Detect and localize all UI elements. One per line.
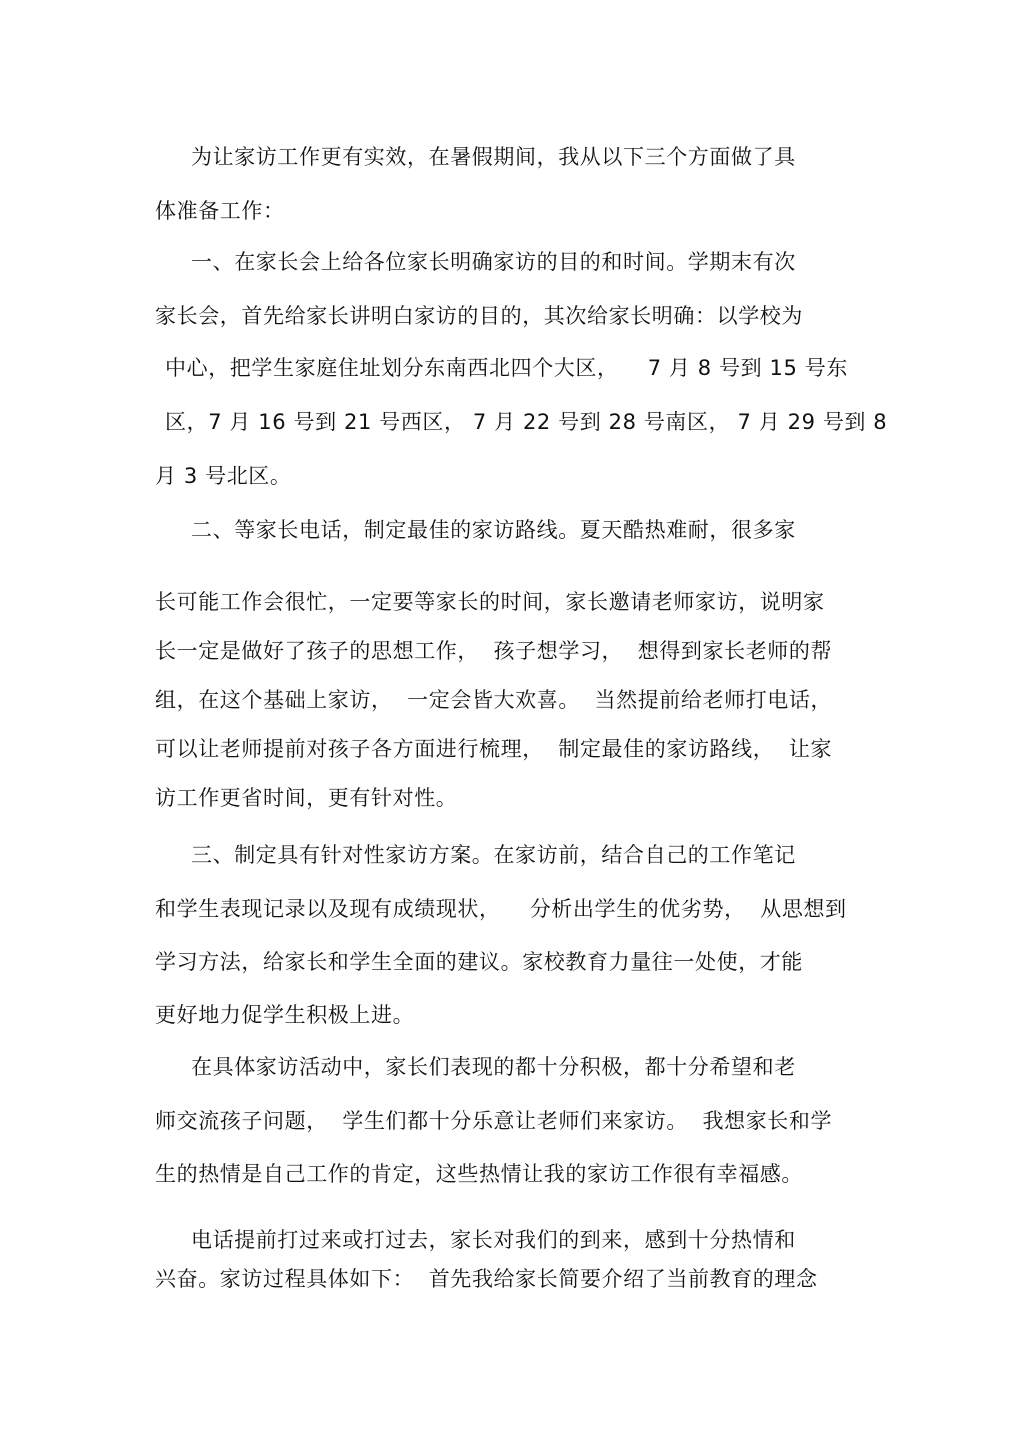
paragraph-two-line-3: 长一定是做好了孩子的思想工作， 孩子想学习， 想得到家长老师的帮 [155,639,833,663]
paragraph-two-line-4: 组，在这个基础上家访， 一定会皆大欢喜。 当然提前给老师打电话， [155,688,833,712]
paragraph-activity-line-1: 在具体家访活动中，家长们表现的都十分积极，都十分希望和老 [191,1055,796,1079]
paragraph-process-line-2: 兴奋。家访过程具体如下： 首先我给家长简要介绍了当前教育的理念 [155,1267,818,1291]
paragraph-one-line-4: 区，7 月 16 号到 21 号西区， 7 月 22 号到 28 号南区， 7 月 29 号到 8 [165,410,888,434]
paragraph-intro-line-2: 体准备工作： [155,199,285,223]
paragraph-activity-line-3: 生的热情是自己工作的肯定，这些热情让我的家访工作很有幸福感。 [155,1162,803,1186]
paragraph-one-line-2: 家长会，首先给家长讲明白家访的目的，其次给家长明确：以学校为 [155,304,803,328]
paragraph-three-line-1: 三、制定具有针对性家访方案。在家访前，结合自己的工作笔记 [191,843,796,867]
paragraph-one-line-1: 一、在家长会上给各位家长明确家访的目的和时间。学期末有次 [191,250,796,274]
paragraph-activity-line-2: 师交流孩子问题， 学生们都十分乐意让老师们来家访。 我想家长和学 [155,1109,833,1133]
paragraph-three-line-3: 学习方法，给家长和学生全面的建议。家校教育力量往一处使，才能 [155,950,803,974]
paragraph-one-line-3: 中心，把学生家庭住址划分东南西北四个大区， 7 月 8 号到 15 号东 [165,356,848,380]
paragraph-one-line-5: 月 3 号北区。 [155,464,292,488]
paragraph-two-line-6: 访工作更省时间，更有针对性。 [155,786,458,810]
paragraph-two-line-5: 可以让老师提前对孩子各方面进行梳理， 制定最佳的家访路线， 让家 [155,737,833,761]
paragraph-two-line-1: 二、等家长电话，制定最佳的家访路线。夏天酷热难耐，很多家 [191,518,796,542]
paragraph-intro-line-1: 为让家访工作更有实效，在暑假期间，我从以下三个方面做了具 [191,145,796,169]
paragraph-three-line-4: 更好地力促学生积极上进。 [155,1003,415,1027]
paragraph-process-line-1: 电话提前打过来或打过去，家长对我们的到来，感到十分热情和 [191,1228,796,1252]
paragraph-two-line-2: 长可能工作会很忙，一定要等家长的时间，家长邀请老师家访，说明家 [155,590,825,614]
paragraph-three-line-2: 和学生表现记录以及现有成绩现状， 分析出学生的优劣势， 从思想到 [155,897,847,921]
